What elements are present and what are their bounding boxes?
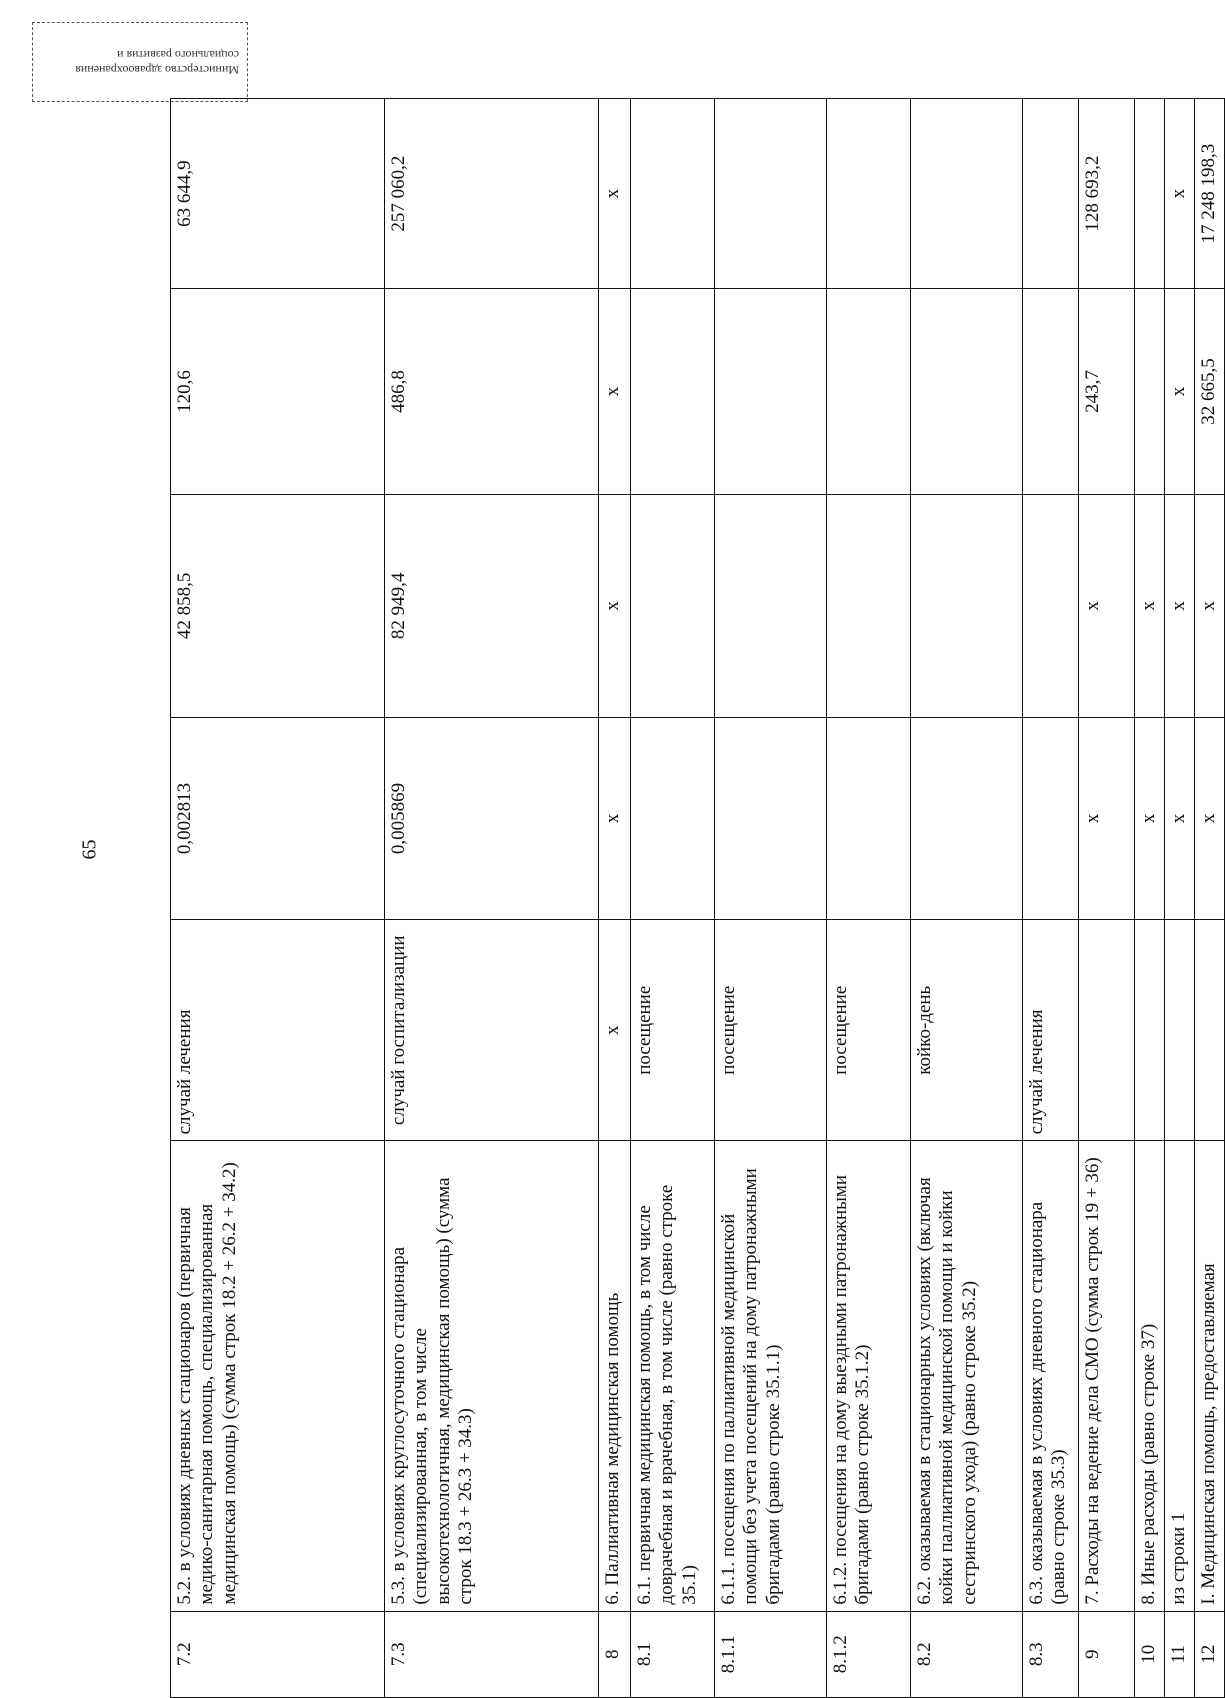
row-value-2 <box>715 494 827 717</box>
row-value-2: x <box>599 494 631 717</box>
row-value-3: 486,8 <box>385 289 599 495</box>
stamp-line-2: социального развития и <box>117 48 239 62</box>
row-value-3 <box>631 289 715 495</box>
row-value-3 <box>911 289 1023 495</box>
table-row <box>385 99 599 1698</box>
row-number: 10 <box>1135 1611 1165 1697</box>
row-label: из строки 1 <box>1165 1141 1195 1611</box>
row-value-2: x <box>1165 494 1195 717</box>
official-stamp <box>32 22 248 102</box>
row-value-1: x <box>1135 717 1165 919</box>
row-unit: посещение <box>715 920 827 1141</box>
data-table <box>170 98 1225 1698</box>
row-unit: койко-день <box>911 920 1023 1141</box>
row-value-1 <box>827 717 911 919</box>
row-value-3 <box>827 289 911 495</box>
row-unit: случай госпитализации <box>385 920 599 1141</box>
row-number: 8.3 <box>1023 1611 1079 1697</box>
row-value-4 <box>911 99 1023 289</box>
row-unit: x <box>599 920 631 1141</box>
row-value-2 <box>911 494 1023 717</box>
row-value-3: x <box>1165 289 1195 495</box>
table-row <box>1195 99 1225 1698</box>
row-value-4: x <box>599 99 631 289</box>
row-label: 6.1.1. посещения по паллиативной медицинской помощи без учета посещений на дому патронажными бригадами (равно строке 35.1.1) <box>715 1141 827 1611</box>
row-value-2 <box>1023 494 1079 717</box>
row-value-2: 42 858,5 <box>171 494 385 717</box>
row-unit: посещение <box>631 920 715 1141</box>
table-row <box>715 99 827 1698</box>
row-label: 5.2. в условиях дневных стационаров (первичная медико-санитарная помощь, специализированная медицинская помощь) (сумма строк 18.2 + 26.2 + 34.2) <box>171 1141 385 1611</box>
row-value-2: x <box>1135 494 1165 717</box>
row-number: 12 <box>1195 1611 1225 1697</box>
table-row <box>1135 99 1165 1698</box>
rotated-table-container <box>170 98 1219 1698</box>
row-value-4: 17 248 198,3 <box>1195 99 1225 289</box>
row-value-1: 0,002813 <box>171 717 385 919</box>
row-value-2 <box>827 494 911 717</box>
row-value-4 <box>1135 99 1165 289</box>
row-value-3: 243,7 <box>1079 289 1135 495</box>
row-number: 7.3 <box>385 1611 599 1697</box>
row-number: 9 <box>1079 1611 1135 1697</box>
row-unit: случай лечения <box>171 920 385 1141</box>
row-unit <box>1135 920 1165 1141</box>
row-value-1 <box>1023 717 1079 919</box>
row-value-1: x <box>599 717 631 919</box>
row-number: 8.1.2 <box>827 1611 911 1697</box>
table-row <box>599 99 631 1698</box>
row-value-1: x <box>1165 717 1195 919</box>
row-label: 6.2. оказываемая в стационарных условиях (включая койки паллиативной медицинской помощи и койки сестринского ухода) (равно строке 35.2) <box>911 1141 1023 1611</box>
page-number: 65 <box>78 839 101 860</box>
row-number: 8 <box>599 1611 631 1697</box>
row-number: 8.1.1 <box>715 1611 827 1697</box>
row-value-2: 82 949,4 <box>385 494 599 717</box>
row-label: 5.3. в условиях круглосуточного стационара (специализированная, в том числе высокотехнологичная, медицинская помощь) (сумма строк 18.3 + 26.3 + 34.3) <box>385 1141 599 1611</box>
row-label: 6.1.2. посещения на дому выездными патронажными бригадами (равно строке 35.1.2) <box>827 1141 911 1611</box>
row-value-4: 63 644,9 <box>171 99 385 289</box>
row-value-3: 120,6 <box>171 289 385 495</box>
row-value-3: x <box>599 289 631 495</box>
table-row <box>1165 99 1195 1698</box>
table-row <box>911 99 1023 1698</box>
row-number: 7.2 <box>171 1611 385 1697</box>
row-value-3: 32 665,5 <box>1195 289 1225 495</box>
row-value-1: x <box>1079 717 1135 919</box>
row-value-4 <box>715 99 827 289</box>
table-row <box>1023 99 1079 1698</box>
table-row <box>827 99 911 1698</box>
row-unit: посещение <box>827 920 911 1141</box>
table-row <box>1079 99 1135 1698</box>
stamp-line-1: Министерство здравоохранения <box>75 63 239 77</box>
row-unit <box>1195 920 1225 1141</box>
row-value-1 <box>911 717 1023 919</box>
row-label: I. Медицинская помощь, предоставляемая <box>1195 1141 1225 1611</box>
row-unit <box>1079 920 1135 1141</box>
row-value-3 <box>1023 289 1079 495</box>
row-unit <box>1165 920 1195 1141</box>
table-row <box>631 99 715 1698</box>
row-label: 6.1. первичная медицинская помощь, в том числе доврачебная и врачебная, в том числе (равно строке 35.1) <box>631 1141 715 1611</box>
row-value-4: 257 060,2 <box>385 99 599 289</box>
row-number: 8.1 <box>631 1611 715 1697</box>
row-value-1: 0,005869 <box>385 717 599 919</box>
row-number: 8.2 <box>911 1611 1023 1697</box>
row-value-4 <box>1023 99 1079 289</box>
row-value-4: x <box>1165 99 1195 289</box>
table-row <box>171 99 385 1698</box>
row-label: 6.3. оказываемая в условиях дневного стационара (равно строке 35.3) <box>1023 1141 1079 1611</box>
row-value-4: 128 693,2 <box>1079 99 1135 289</box>
row-number: 11 <box>1165 1611 1195 1697</box>
row-label: 7. Расходы на ведение дела СМО (сумма строк 19 + 36) <box>1079 1141 1135 1611</box>
row-value-2: x <box>1195 494 1225 717</box>
row-value-2: x <box>1079 494 1135 717</box>
row-value-2 <box>631 494 715 717</box>
row-value-4 <box>631 99 715 289</box>
row-value-1 <box>631 717 715 919</box>
row-value-1: x <box>1195 717 1225 919</box>
row-value-4 <box>827 99 911 289</box>
row-value-3 <box>1135 289 1165 495</box>
row-unit: случай лечения <box>1023 920 1079 1141</box>
row-value-1 <box>715 717 827 919</box>
row-label: 8. Иные расходы (равно строке 37) <box>1135 1141 1165 1611</box>
row-label: 6. Паллиативная медицинская помощь <box>599 1141 631 1611</box>
row-value-3 <box>715 289 827 495</box>
